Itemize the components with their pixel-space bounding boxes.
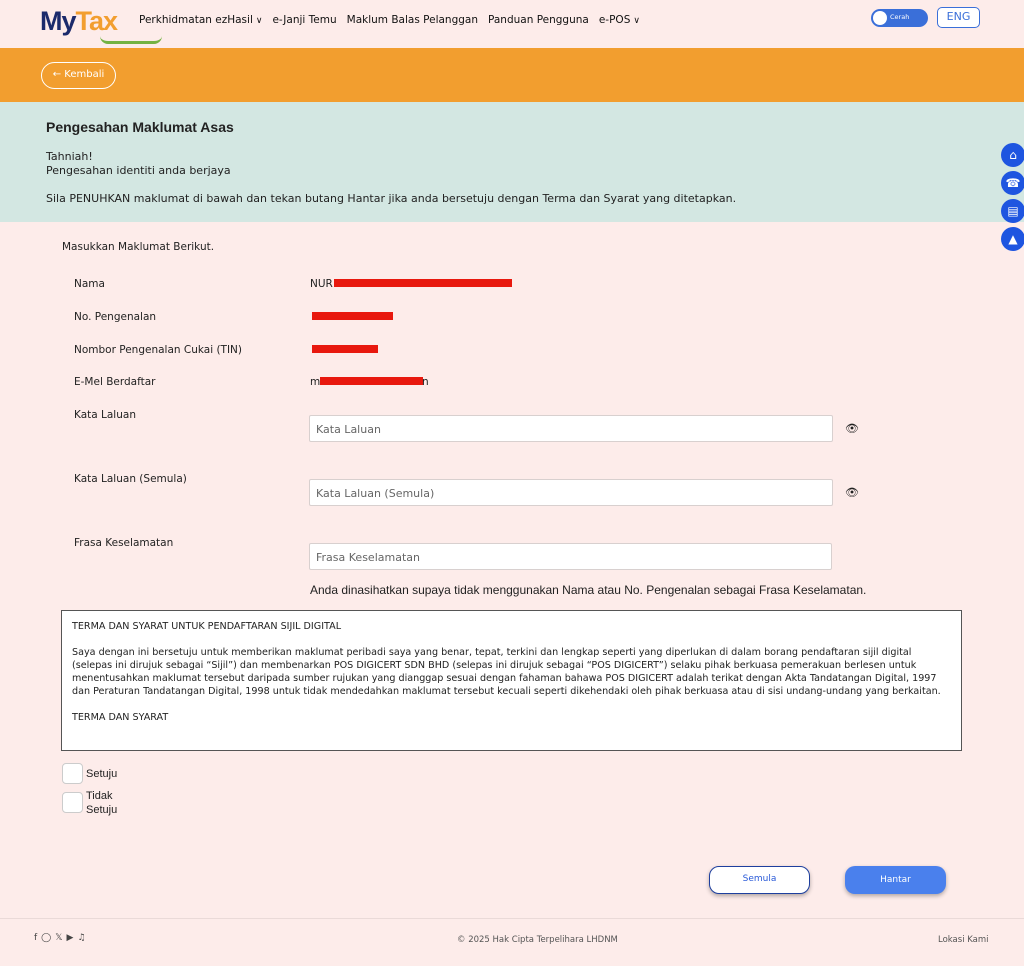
banner-instruction: Sila PENUHKAN maklumat di bawah dan tekan butang Hantar jika anda bersetuju dengan Terma dan Syarat yang ditetapkan. bbox=[46, 192, 737, 205]
action-bar bbox=[0, 48, 1024, 102]
megaphone-icon[interactable]: ☎ bbox=[1001, 171, 1024, 195]
email-value-suffix: n bbox=[422, 376, 429, 388]
password-confirm-input[interactable]: Kata Laluan (Semula) bbox=[309, 479, 833, 506]
nav-item-epos[interactable] bbox=[599, 14, 640, 26]
facebook-icon[interactable]: f bbox=[34, 933, 38, 943]
toggle-knob bbox=[873, 11, 887, 25]
logo-text-tax: Tax bbox=[75, 6, 118, 36]
form-section-title: Masukkan Maklumat Berikut. bbox=[62, 241, 215, 253]
copyright-text: © 2025 Hak Cipta Terpelihara LHDNM bbox=[457, 935, 618, 945]
agree-label: Setuju bbox=[86, 768, 118, 780]
main-nav bbox=[139, 14, 640, 26]
password-label: Kata Laluan bbox=[74, 409, 136, 421]
chevron-down-icon: ∨ bbox=[255, 16, 263, 26]
instagram-icon[interactable]: ◯ bbox=[41, 933, 52, 943]
eye-slash-icon[interactable]: 👁 bbox=[845, 422, 859, 435]
terms-box[interactable] bbox=[61, 610, 962, 751]
banner-verified: Pengesahan identiti anda berjaya bbox=[46, 164, 231, 177]
terms-heading: TERMA DAN SYARAT UNTUK PENDAFTARAN SIJIL DIGITAL bbox=[72, 621, 342, 632]
disagree-label-line1: Tidak bbox=[86, 790, 113, 802]
agree-checkbox[interactable] bbox=[62, 763, 83, 784]
location-link[interactable]: Lokasi Kami bbox=[938, 935, 989, 945]
redaction-bar bbox=[312, 345, 378, 353]
security-phrase-note: Anda dinasihatkan supaya tidak menggunakan Nama atau No. Pengenalan sebagai Frasa Keselamatan. bbox=[310, 583, 867, 597]
eye-slash-icon[interactable]: 👁 bbox=[845, 486, 859, 499]
youtube-icon[interactable]: ▶ bbox=[66, 933, 74, 943]
logo-swoosh bbox=[100, 36, 162, 44]
home-icon[interactable]: ⌂ bbox=[1001, 143, 1024, 167]
nav-item-perkhidmatan[interactable] bbox=[139, 14, 262, 26]
theme-label: Cerah bbox=[890, 13, 910, 21]
social-links bbox=[34, 933, 86, 943]
nav-item-ejanji[interactable]: e-Janji Temu bbox=[272, 14, 337, 26]
security-phrase-label: Frasa Keselamatan bbox=[74, 537, 174, 549]
chevron-down-icon: ∨ bbox=[633, 16, 640, 26]
email-value: m bbox=[310, 376, 321, 388]
redaction-bar bbox=[312, 312, 393, 320]
nav-item-label: e-POS bbox=[598, 14, 631, 26]
security-phrase-input[interactable]: Frasa Keselamatan bbox=[309, 543, 832, 570]
back-button[interactable]: ← Kembali bbox=[41, 62, 116, 89]
submit-button[interactable]: Hantar bbox=[845, 866, 946, 894]
tin-label: Nombor Pengenalan Cukai (TIN) bbox=[74, 344, 243, 356]
name-value: NUR bbox=[310, 278, 333, 290]
redaction-bar bbox=[320, 377, 423, 385]
disagree-label-line2: Setuju bbox=[86, 804, 118, 816]
footer bbox=[0, 918, 1024, 966]
page-title: Pengesahan Maklumat Asas bbox=[46, 119, 234, 135]
tiktok-icon[interactable]: ♫ bbox=[77, 933, 86, 943]
id-label: No. Pengenalan bbox=[74, 311, 157, 323]
x-icon[interactable]: 𝕏 bbox=[55, 933, 63, 943]
password-confirm-label: Kata Laluan (Semula) bbox=[74, 473, 187, 485]
terms-body: Saya dengan ini bersetuju untuk memberikan maklumat peribadi saya yang benar, tepat, terkini dan lengkap seperti yang diperlukan di dalam borang pendaftaran sijil digital (selepas ini dirujuk sebagai “Sijil”) dan membenarkan POS DIGICERT SDN BHD (selepas ini dirujuk sebagai “POS DIGICERT”) selaku pihak berkuasa pemerakuan berlesen untuk menentusahkan maklumat tersebut daripada sumber rujukan yang dianggap sesuai dengan fahaman bahawa POS DIGICERT adalah terikat dengan Akta Tandatangan Digital, 1997 dan Peraturan Tandatangan Digital, 1998 untuk tidak mendedahkan maklumat tersebut kecuali seperti dikehendaki oleh pihak berkuasa atau di sisi undang-undang yang berkaitan. bbox=[72, 647, 941, 697]
mytax-logo[interactable] bbox=[40, 6, 117, 37]
logo-text-my: My bbox=[40, 6, 76, 36]
side-quick-links bbox=[1001, 143, 1024, 251]
name-label: Nama bbox=[74, 278, 105, 290]
banner-congrats: Tahniah! bbox=[46, 150, 93, 163]
terms-subheading: TERMA DAN SYARAT bbox=[72, 712, 169, 723]
nav-item-panduan[interactable]: Panduan Pengguna bbox=[488, 14, 589, 26]
disagree-checkbox[interactable] bbox=[62, 792, 83, 813]
theme-toggle[interactable] bbox=[871, 9, 928, 27]
reset-button[interactable]: Semula bbox=[709, 866, 810, 894]
info-banner bbox=[0, 102, 1024, 222]
redaction-bar bbox=[334, 279, 512, 287]
nav-item-label: Perkhidmatan ezHasil bbox=[139, 14, 253, 26]
book-icon[interactable]: ▤ bbox=[1001, 199, 1024, 223]
top-navbar bbox=[0, 0, 1024, 48]
password-input[interactable]: Kata Laluan bbox=[309, 415, 833, 442]
language-button[interactable]: ENG bbox=[937, 7, 980, 28]
graduation-icon[interactable]: ▲ bbox=[1001, 227, 1024, 251]
email-label: E-Mel Berdaftar bbox=[74, 376, 156, 388]
nav-item-maklum-balas[interactable]: Maklum Balas Pelanggan bbox=[346, 14, 478, 26]
